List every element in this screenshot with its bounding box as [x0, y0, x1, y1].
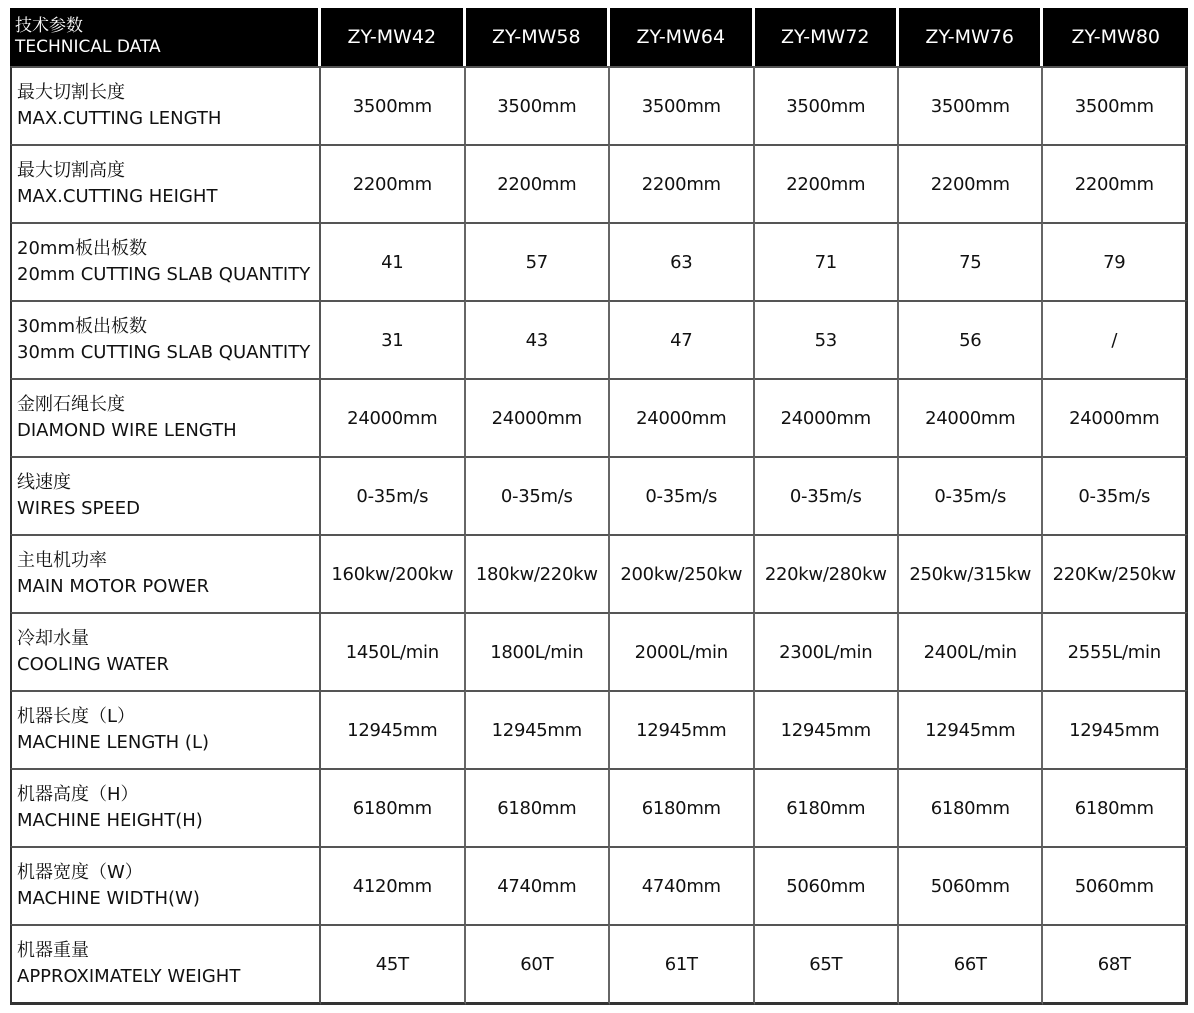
row-label-cell: [10, 534, 321, 612]
value-cell: 3500mm: [1043, 66, 1188, 144]
table-row: [10, 144, 1188, 222]
value-cell: 160kw/200kw: [321, 534, 465, 612]
model-header: ZY-MW80: [1043, 8, 1188, 66]
value-cell: 5060mm: [899, 846, 1043, 924]
value-cell: 60T: [466, 924, 610, 1005]
row-label-zh: 20mm板出板数: [17, 238, 147, 259]
header-row: [10, 8, 1188, 66]
value-cell: 75: [899, 222, 1043, 300]
value-cell: 200kw/250kw: [610, 534, 754, 612]
value-cell: 2200mm: [755, 144, 899, 222]
value-cell: 0-35m/s: [321, 456, 465, 534]
value-cell: 5060mm: [755, 846, 899, 924]
value-cell: /: [1043, 300, 1188, 378]
header-title-cell: [10, 8, 321, 66]
row-label-cell: [10, 456, 321, 534]
row-label-cell: [10, 690, 321, 768]
row-label-zh: 机器高度（H）: [17, 784, 139, 805]
value-cell: 4740mm: [610, 846, 754, 924]
value-cell: 24000mm: [755, 378, 899, 456]
row-label-zh: 机器长度（L）: [17, 706, 136, 727]
table-row: [10, 66, 1188, 144]
table-row: [10, 534, 1188, 612]
value-cell: 24000mm: [899, 378, 1043, 456]
row-label-zh: 最大切割高度: [17, 160, 125, 181]
header-title-en: TECHNICAL DATA: [15, 37, 161, 57]
value-cell: 56: [899, 300, 1043, 378]
value-cell: 3500mm: [321, 66, 465, 144]
value-cell: 12945mm: [755, 690, 899, 768]
value-cell: 71: [755, 222, 899, 300]
value-cell: 2400L/min: [899, 612, 1043, 690]
row-label-zh: 机器宽度（W）: [17, 862, 143, 883]
row-label-cell: [10, 378, 321, 456]
value-cell: 66T: [899, 924, 1043, 1005]
value-cell: 12945mm: [321, 690, 465, 768]
table-row: [10, 300, 1188, 378]
value-cell: 0-35m/s: [755, 456, 899, 534]
row-label-cell: [10, 66, 321, 144]
value-cell: 6180mm: [755, 768, 899, 846]
value-cell: 5060mm: [1043, 846, 1188, 924]
value-cell: 6180mm: [466, 768, 610, 846]
value-cell: 24000mm: [1043, 378, 1188, 456]
table-body: [10, 66, 1188, 1005]
value-cell: 57: [466, 222, 610, 300]
row-label-zh: 冷却水量: [17, 628, 89, 649]
value-cell: 65T: [755, 924, 899, 1005]
model-header: ZY-MW42: [321, 8, 465, 66]
value-cell: 1450L/min: [321, 612, 465, 690]
value-cell: 0-35m/s: [610, 456, 754, 534]
value-cell: 2200mm: [1043, 144, 1188, 222]
row-label-en: MAX.CUTTING LENGTH: [17, 108, 222, 129]
value-cell: 6180mm: [1043, 768, 1188, 846]
value-cell: 2200mm: [466, 144, 610, 222]
value-cell: 61T: [610, 924, 754, 1005]
model-header: ZY-MW72: [755, 8, 899, 66]
row-label-zh: 机器重量: [17, 940, 89, 961]
value-cell: 79: [1043, 222, 1188, 300]
table-row: [10, 612, 1188, 690]
table-row: [10, 768, 1188, 846]
table-row: [10, 378, 1188, 456]
table-row: [10, 456, 1188, 534]
value-cell: 24000mm: [466, 378, 610, 456]
value-cell: 45T: [321, 924, 465, 1005]
model-header: ZY-MW76: [899, 8, 1043, 66]
value-cell: 3500mm: [899, 66, 1043, 144]
value-cell: 6180mm: [321, 768, 465, 846]
value-cell: 12945mm: [899, 690, 1043, 768]
row-label-cell: [10, 768, 321, 846]
value-cell: 24000mm: [610, 378, 754, 456]
row-label-en: COOLING WATER: [17, 654, 169, 675]
row-label-cell: [10, 612, 321, 690]
value-cell: 6180mm: [899, 768, 1043, 846]
value-cell: 12945mm: [1043, 690, 1188, 768]
header-title-zh: 技术参数: [15, 16, 83, 36]
value-cell: 31: [321, 300, 465, 378]
value-cell: 6180mm: [610, 768, 754, 846]
row-label-en: MAIN MOTOR POWER: [17, 576, 210, 597]
row-label-cell: [10, 222, 321, 300]
row-label-cell: [10, 924, 321, 1005]
value-cell: 250kw/315kw: [899, 534, 1043, 612]
value-cell: 180kw/220kw: [466, 534, 610, 612]
model-header: ZY-MW64: [610, 8, 754, 66]
row-label-cell: [10, 300, 321, 378]
value-cell: 2555L/min: [1043, 612, 1188, 690]
value-cell: 1800L/min: [466, 612, 610, 690]
model-header: ZY-MW58: [466, 8, 610, 66]
row-label-cell: [10, 846, 321, 924]
row-label-zh: 最大切割长度: [17, 82, 125, 103]
value-cell: 220kw/280kw: [755, 534, 899, 612]
row-label-en: MACHINE HEIGHT(H): [17, 810, 203, 831]
value-cell: 4740mm: [466, 846, 610, 924]
value-cell: 0-35m/s: [899, 456, 1043, 534]
value-cell: 3500mm: [610, 66, 754, 144]
row-label-en: MACHINE LENGTH (L): [17, 732, 209, 753]
row-label-en: WIRES SPEED: [17, 498, 141, 519]
row-label-en: MACHINE WIDTH(W): [17, 888, 200, 909]
value-cell: 4120mm: [321, 846, 465, 924]
value-cell: 220Kw/250kw: [1043, 534, 1188, 612]
row-label-en: MAX.CUTTING HEIGHT: [17, 186, 218, 207]
value-cell: 12945mm: [466, 690, 610, 768]
value-cell: 2200mm: [610, 144, 754, 222]
row-label-zh: 30mm板出板数: [17, 316, 147, 337]
technical-data-table: [10, 8, 1188, 1005]
value-cell: 0-35m/s: [466, 456, 610, 534]
value-cell: 0-35m/s: [1043, 456, 1188, 534]
value-cell: 68T: [1043, 924, 1188, 1005]
value-cell: 3500mm: [755, 66, 899, 144]
table-row: [10, 690, 1188, 768]
value-cell: 24000mm: [321, 378, 465, 456]
value-cell: 47: [610, 300, 754, 378]
row-label-en: 30mm CUTTING SLAB QUANTITY: [17, 342, 311, 363]
row-label-zh: 金刚石绳长度: [17, 394, 125, 415]
value-cell: 2000L/min: [610, 612, 754, 690]
table-row: [10, 924, 1188, 1005]
table-row: [10, 846, 1188, 924]
row-label-zh: 线速度: [17, 472, 71, 493]
row-label-zh: 主电机功率: [17, 550, 107, 571]
value-cell: 3500mm: [466, 66, 610, 144]
value-cell: 2300L/min: [755, 612, 899, 690]
value-cell: 53: [755, 300, 899, 378]
row-label-en: 20mm CUTTING SLAB QUANTITY: [17, 264, 311, 285]
value-cell: 41: [321, 222, 465, 300]
value-cell: 2200mm: [321, 144, 465, 222]
row-label-cell: [10, 144, 321, 222]
row-label-en: DIAMOND WIRE LENGTH: [17, 420, 237, 441]
row-label-en: APPROXIMATELY WEIGHT: [17, 966, 241, 987]
value-cell: 2200mm: [899, 144, 1043, 222]
value-cell: 12945mm: [610, 690, 754, 768]
value-cell: 63: [610, 222, 754, 300]
table-row: [10, 222, 1188, 300]
value-cell: 43: [466, 300, 610, 378]
